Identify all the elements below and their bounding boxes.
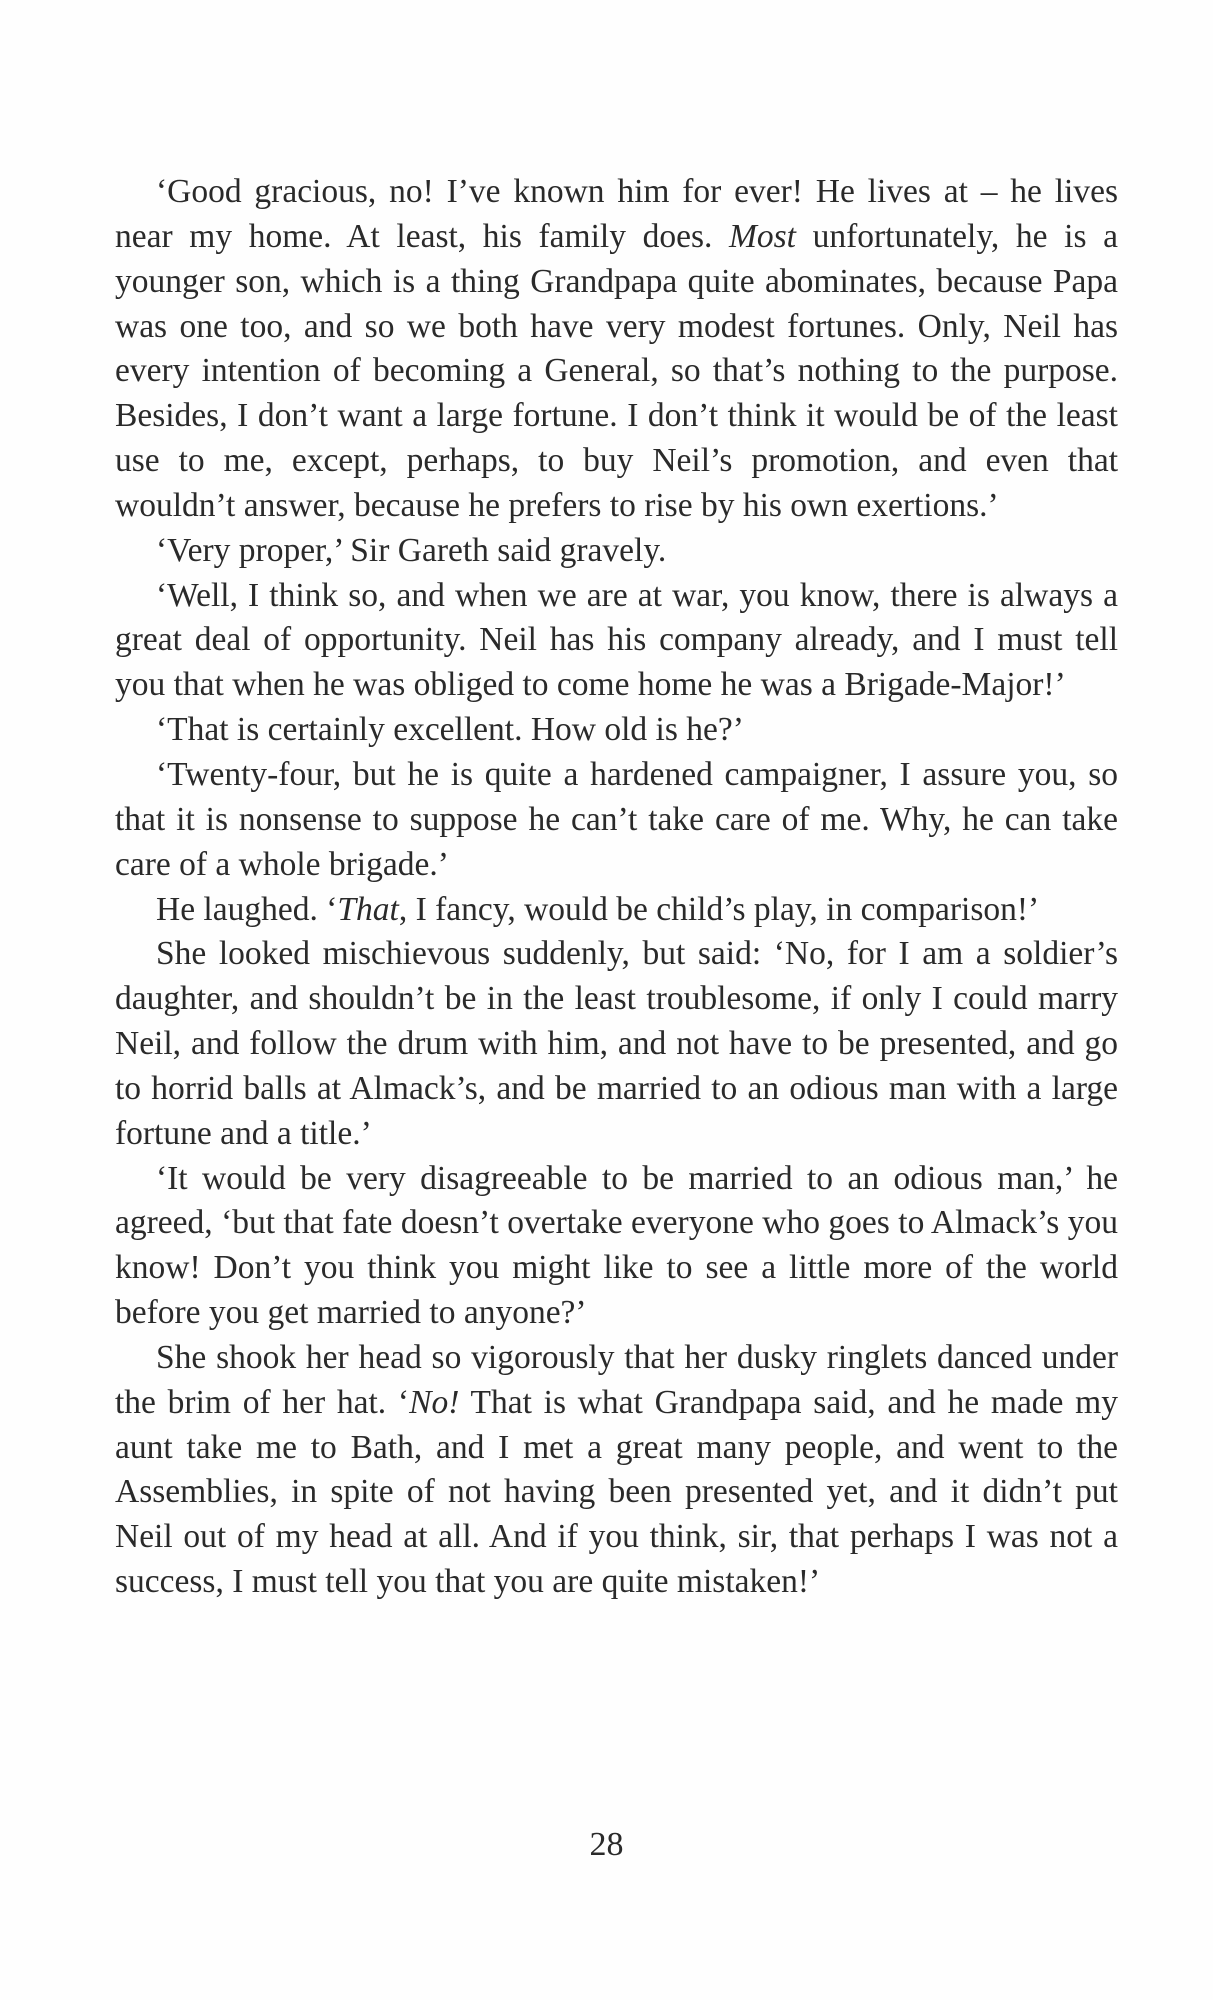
italic-text: Most: [728, 217, 796, 255]
paragraph-text: ‘Twenty-four, but he is quite a hardened campaigner, I assure you, so that it is nonsense to suppose he can’t take care of me. Why, he can take care of a whole brigade.’: [115, 755, 1118, 883]
paragraph-text: She looked mischievous suddenly, but said: ‘No, for I am a soldier’s daughter, and shouldn’t be in the least troublesome, if only I could marry Neil, and follow the drum with him, and not have to be presented, and go to horrid balls at Almack’s, and be married to an odious man with a large fortune and a title.’: [115, 935, 1118, 1152]
paragraph-text: That is what Grandpapa said, and he made my aunt take me to Bath, and I met a great many people, and went to the Assemblies, in spite of not having been presented yet, and it didn’t put Neil out of my head at all. And if you think, sir, that perhaps I was not a success, I must tell you that you are quite mistaken!’: [115, 1383, 1118, 1601]
paragraph: [115, 574, 1118, 709]
body-text: [115, 170, 1118, 1605]
italic-text: That: [337, 890, 399, 928]
paragraph-text: She shook her head so vigorously that her dusky ringlets danced under the brim of her hat. ‘: [115, 1338, 1118, 1421]
paragraph: [115, 170, 1118, 529]
paragraph: [115, 753, 1118, 888]
paragraph-text: , I fancy, would be child’s play, in comparison!’: [398, 890, 1040, 928]
paragraph-text: ‘Well, I think so, and when we are at war, you know, there is always a great deal of opportunity. Neil has his company already, and I must tell you that when he was obliged to come home he was a Brigade-Major!’: [115, 576, 1118, 704]
paragraph: [115, 1336, 1118, 1605]
paragraph-text: ‘That is certainly excellent. How old is he?’: [156, 711, 744, 749]
paragraph: [115, 888, 1118, 933]
paragraph-text: ‘Good gracious, no! I’ve known him for ever! He lives at – he lives near my home. At least, his family does.: [115, 173, 1118, 255]
page-number: 28: [589, 1826, 624, 1863]
paragraph: [115, 932, 1118, 1156]
paragraph: [115, 529, 1118, 574]
paragraph: [115, 1157, 1118, 1336]
paragraph-text: He laughed. ‘: [156, 890, 338, 928]
paragraph-text: ‘It would be very disagreeable to be married to an odious man,’ he agreed, ‘but that fate doesn’t overtake everyone who goes to Almack’s you know! Don’t you think you might like to see a little more of the world before you get married to anyone?’: [115, 1159, 1118, 1332]
paragraph-text: unfortunately, he is a younger son, which is a thing Grandpapa quite abominates, because Papa was one too, and so we both have very modest fortunes. Only, Neil has every intention of becoming a General, so that’s nothing to the purpose. Besides, I don’t want a large fortune. I don’t think it would be of the least use to me, except, perhaps, to buy Neil’s promotion, and even that wouldn’t answer, because he prefers to rise by his own exertions.’: [115, 217, 1118, 524]
italic-text: No!: [409, 1383, 460, 1421]
paragraph-text: ‘Very proper,’ Sir Gareth said gravely.: [156, 531, 667, 569]
paragraph: [115, 708, 1118, 753]
